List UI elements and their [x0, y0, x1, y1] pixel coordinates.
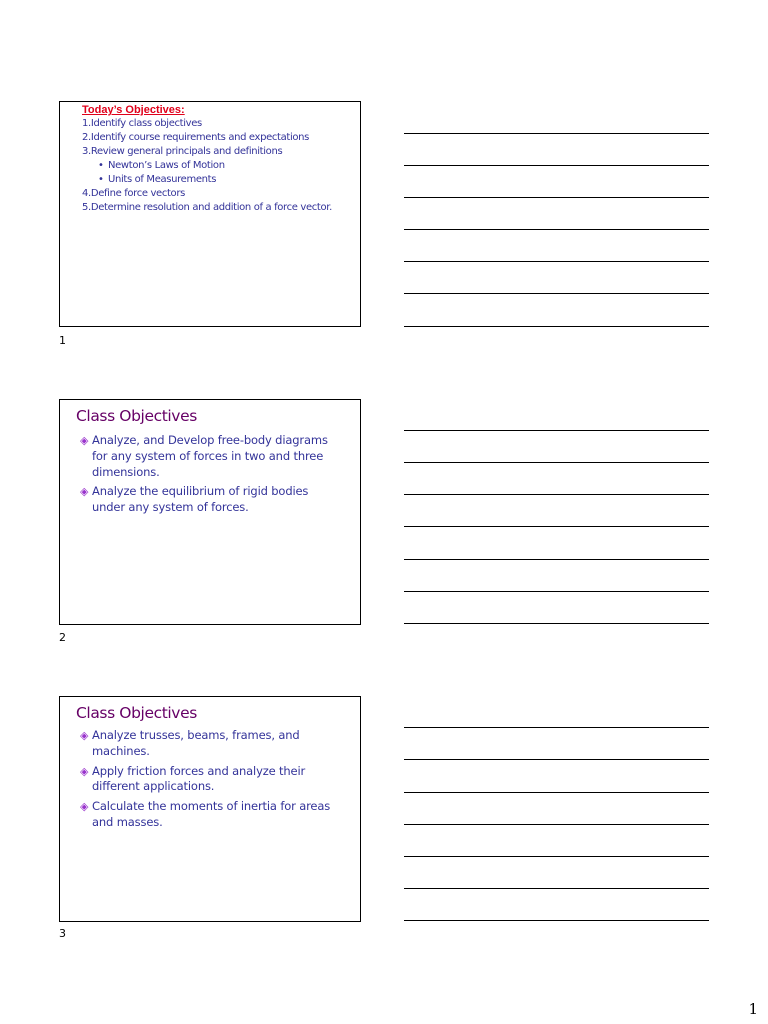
note-line — [404, 856, 709, 857]
slide-title: Class Objectives — [76, 704, 197, 722]
bullet-item — [80, 799, 335, 831]
note-line — [404, 261, 709, 262]
dot-bullet-icon: • — [98, 174, 104, 185]
sub-item-text: Units of Measurements — [108, 174, 217, 185]
note-line — [404, 494, 709, 495]
note-line — [404, 165, 709, 166]
note-line — [404, 229, 709, 230]
diamond-bullet-icon: ◈ — [80, 729, 89, 742]
bullet-list — [80, 433, 335, 520]
sub-list-item — [82, 173, 352, 187]
note-line — [404, 293, 709, 294]
slide-title: Today’s Objectives: — [82, 104, 185, 116]
bullet-item — [80, 433, 335, 480]
bullet-text: Calculate the moments of inertia for areas and masses. — [92, 799, 331, 829]
bullet-item — [80, 728, 335, 760]
note-line — [404, 727, 709, 728]
slide-3 — [59, 696, 361, 922]
sub-item-text: Newton’s Laws of Motion — [108, 160, 225, 171]
note-line — [404, 920, 709, 921]
list-item: 3.Review general principals and definitions — [82, 146, 283, 157]
bullet-list — [80, 728, 335, 835]
note-line — [404, 326, 709, 327]
bullet-text: Analyze the equilibrium of rigid bodies under any system of forces. — [92, 484, 309, 515]
slide-number: 2 — [59, 631, 66, 644]
note-line — [404, 133, 709, 134]
list-item: 4.Define force vectors — [82, 188, 185, 199]
note-line — [404, 623, 709, 624]
bullet-text: Analyze trusses, beams, frames, and machines. — [92, 728, 300, 758]
diamond-bullet-icon: ◈ — [80, 485, 89, 499]
page-number: 1 — [748, 1000, 758, 1018]
diamond-bullet-icon: ◈ — [80, 764, 89, 778]
objectives-list — [82, 117, 352, 215]
note-line — [404, 759, 709, 760]
diamond-bullet-icon: ◈ — [80, 434, 89, 447]
slide-title: Class Objectives — [76, 407, 197, 425]
note-line — [404, 559, 709, 560]
note-line — [404, 197, 709, 198]
note-line — [404, 591, 709, 592]
bullet-text: Apply friction forces and analyze their different applications. — [92, 763, 306, 794]
note-line — [404, 526, 709, 527]
sub-list-item — [82, 159, 352, 173]
slide-number: 1 — [59, 334, 66, 347]
slide-2 — [59, 399, 361, 625]
slide-1 — [59, 101, 361, 327]
list-item: 1.Identify class objectives — [82, 118, 202, 129]
list-item: 2.Identify course requirements and expectations — [82, 132, 310, 143]
note-line — [404, 792, 709, 793]
dot-bullet-icon: • — [98, 160, 104, 171]
note-line — [404, 462, 709, 463]
note-line — [404, 430, 709, 431]
bullet-item — [80, 484, 335, 516]
diamond-bullet-icon: ◈ — [80, 800, 89, 814]
slide-number: 3 — [59, 927, 66, 940]
bullet-text: Analyze, and Develop free-body diagrams for any system of forces in two and three dimensions. — [92, 433, 328, 479]
list-item: 5.Determine resolution and addition of a force vector. — [82, 202, 332, 213]
bullet-item — [80, 764, 335, 796]
note-line — [404, 824, 709, 825]
note-line — [404, 888, 709, 889]
